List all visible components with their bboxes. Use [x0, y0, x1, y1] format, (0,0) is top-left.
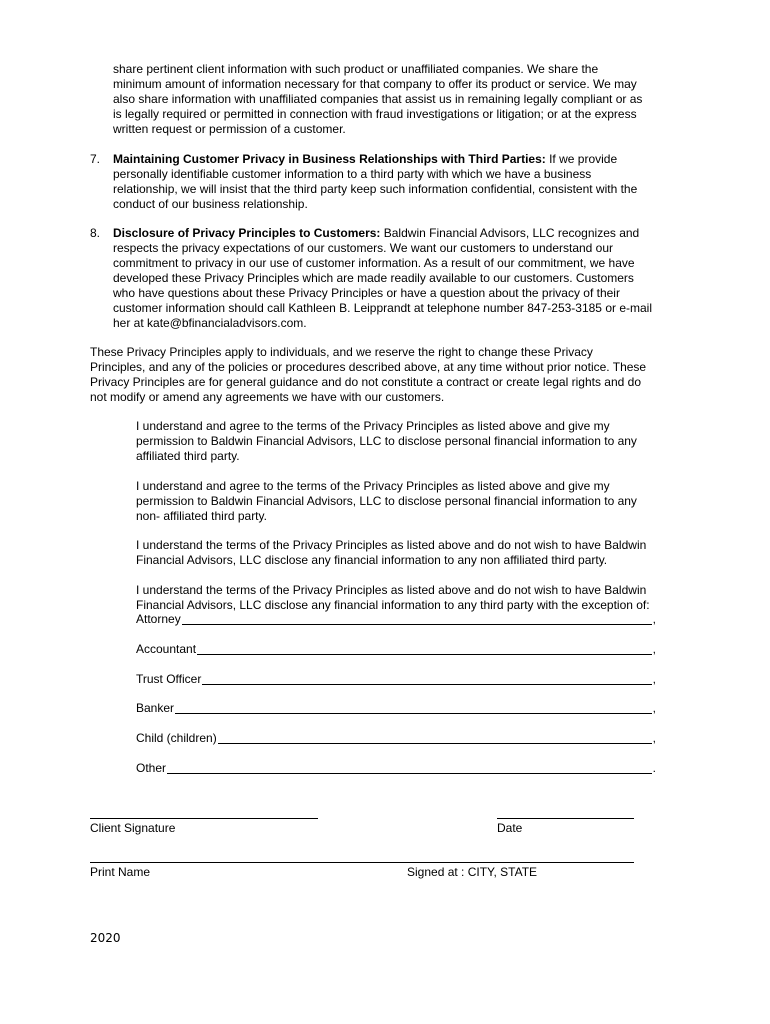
consent-line: affiliated third party. [136, 449, 240, 463]
disclaimer-paragraph [90, 345, 685, 405]
field-label: Attorney [136, 612, 181, 626]
section-line: respects the privacy expectations of our customers. We want our customers to understand our [113, 241, 614, 255]
consent-line: Financial Advisors, LLC disclose any financial information to any third party with the exception of: [136, 598, 650, 612]
trust-officer-field[interactable] [136, 672, 656, 687]
field-punct: , [652, 672, 656, 686]
print-name-label: Print Name [90, 865, 151, 879]
section-first-line-rest: If we provide [545, 152, 618, 166]
section-first-line-rest: Baldwin Financial Advisors, LLC recognizes and [380, 226, 640, 240]
date-line[interactable] [497, 818, 634, 819]
continuation-line: is legally required or permitted in connection with fraud investigations or litigation; or at the express [113, 107, 637, 121]
consent-line: I understand and agree to the terms of the Privacy Principles as listed above and give my [136, 419, 610, 433]
section-line: personally identifiable customer information to a third party with which we have a business [113, 167, 592, 181]
section-body [113, 226, 683, 331]
continuation-line: minimum amount of information necessary for that company to offer its product or service. We may [113, 77, 637, 91]
signed-at-label: Signed at : CITY, STATE [407, 865, 538, 879]
continuation-line: share pertinent client information with such product or unaffiliated companies. We share the [113, 62, 599, 76]
banker-field[interactable] [136, 701, 656, 716]
field-label: Child (children) [136, 731, 217, 745]
field-punct: , [652, 731, 656, 745]
other-input-line[interactable] [167, 761, 652, 774]
accountant-input-line[interactable] [197, 642, 652, 655]
section-line: developed these Privacy Principles which are made readily available to our customers. Customers [113, 271, 634, 285]
footer-year: 2020 [90, 931, 121, 945]
child-input-line[interactable] [218, 731, 652, 744]
trust-officer-input-line[interactable] [202, 672, 651, 685]
section-heading: Disclosure of Privacy Principles to Customers: [113, 226, 381, 240]
other-field[interactable] [136, 761, 656, 776]
consent-line: non- affiliated third party. [136, 509, 267, 523]
disclaimer-line: Principles, and any of the policies or procedures described above, at any time without prior notice. These [90, 360, 647, 374]
attorney-input-line[interactable] [182, 612, 652, 625]
section-first-line [113, 226, 683, 241]
disclaimer-line: Privacy Principles are for general guidance and do not constitute a contract or create legal rights and do [90, 375, 641, 389]
field-label: Trust Officer [136, 672, 202, 686]
consent-line: permission to Baldwin Financial Advisors, LLC to disclose personal financial information to any [136, 434, 637, 448]
consent-decline-non-affiliated [136, 538, 676, 568]
field-label: Other [136, 761, 167, 775]
consent-line: permission to Baldwin Financial Advisors, LLC to disclose personal financial information to any [136, 494, 637, 508]
print-name-line[interactable] [90, 862, 634, 863]
disclaimer-line: not modify or amend any agreements we have with our customers. [90, 390, 445, 404]
field-label: Accountant [136, 642, 197, 656]
field-punct: , [652, 642, 656, 656]
continuation-line: written request or permission of a customer. [113, 122, 346, 136]
field-label: Banker [136, 701, 175, 715]
date-label: Date [497, 821, 523, 835]
consent-line: I understand and agree to the terms of the Privacy Principles as listed above and give my [136, 479, 610, 493]
section-body [113, 152, 683, 212]
field-punct: , [652, 701, 656, 715]
client-signature-label: Client Signature [90, 821, 176, 835]
child-field[interactable] [136, 731, 656, 746]
section-line: who have questions about these Privacy Principles or have a question about the privacy of their [113, 286, 620, 300]
section-first-line [113, 152, 683, 167]
continuation-paragraph [113, 62, 683, 137]
accountant-field[interactable] [136, 642, 656, 657]
field-punct: , [652, 612, 656, 626]
banker-input-line[interactable] [175, 701, 652, 714]
client-signature-line[interactable] [90, 818, 318, 819]
attorney-field[interactable] [136, 612, 656, 627]
section-line: commitment to privacy in our use of customer information. As a result of our commitment, we have [113, 256, 635, 270]
section-line: her at kate@bfinancialadvisors.com. [113, 316, 307, 330]
section-line: customer information should call Kathleen B. Leipprandt at telephone number 847-253-3185 or e-mail [113, 301, 652, 315]
consent-line: I understand the terms of the Privacy Principles as listed above and do not wish to have Baldwin [136, 538, 647, 552]
section-number: 7. [90, 152, 101, 166]
section-heading: Maintaining Customer Privacy in Business Relationships with Third Parties: [113, 152, 546, 166]
consent-line: I understand the terms of the Privacy Principles as listed above and do not wish to have Baldwin [136, 583, 647, 597]
consent-decline-with-exceptions [136, 583, 676, 613]
consent-line: Financial Advisors, LLC disclose any financial information to any non affiliated third party. [136, 553, 608, 567]
section-line: relationship, we will insist that the third party keep such information confidential, consistent with the [113, 182, 638, 196]
consent-non-affiliated [136, 479, 676, 524]
section-number: 8. [90, 226, 101, 240]
continuation-line: also share information with unaffiliated companies that assist us in remaining legally compliant or as [113, 92, 643, 106]
consent-affiliated [136, 419, 676, 464]
field-punct: . [652, 761, 656, 775]
disclaimer-line: These Privacy Principles apply to individuals, and we reserve the right to change these Privacy [90, 345, 593, 359]
section-line: conduct of our business relationship. [113, 197, 308, 211]
